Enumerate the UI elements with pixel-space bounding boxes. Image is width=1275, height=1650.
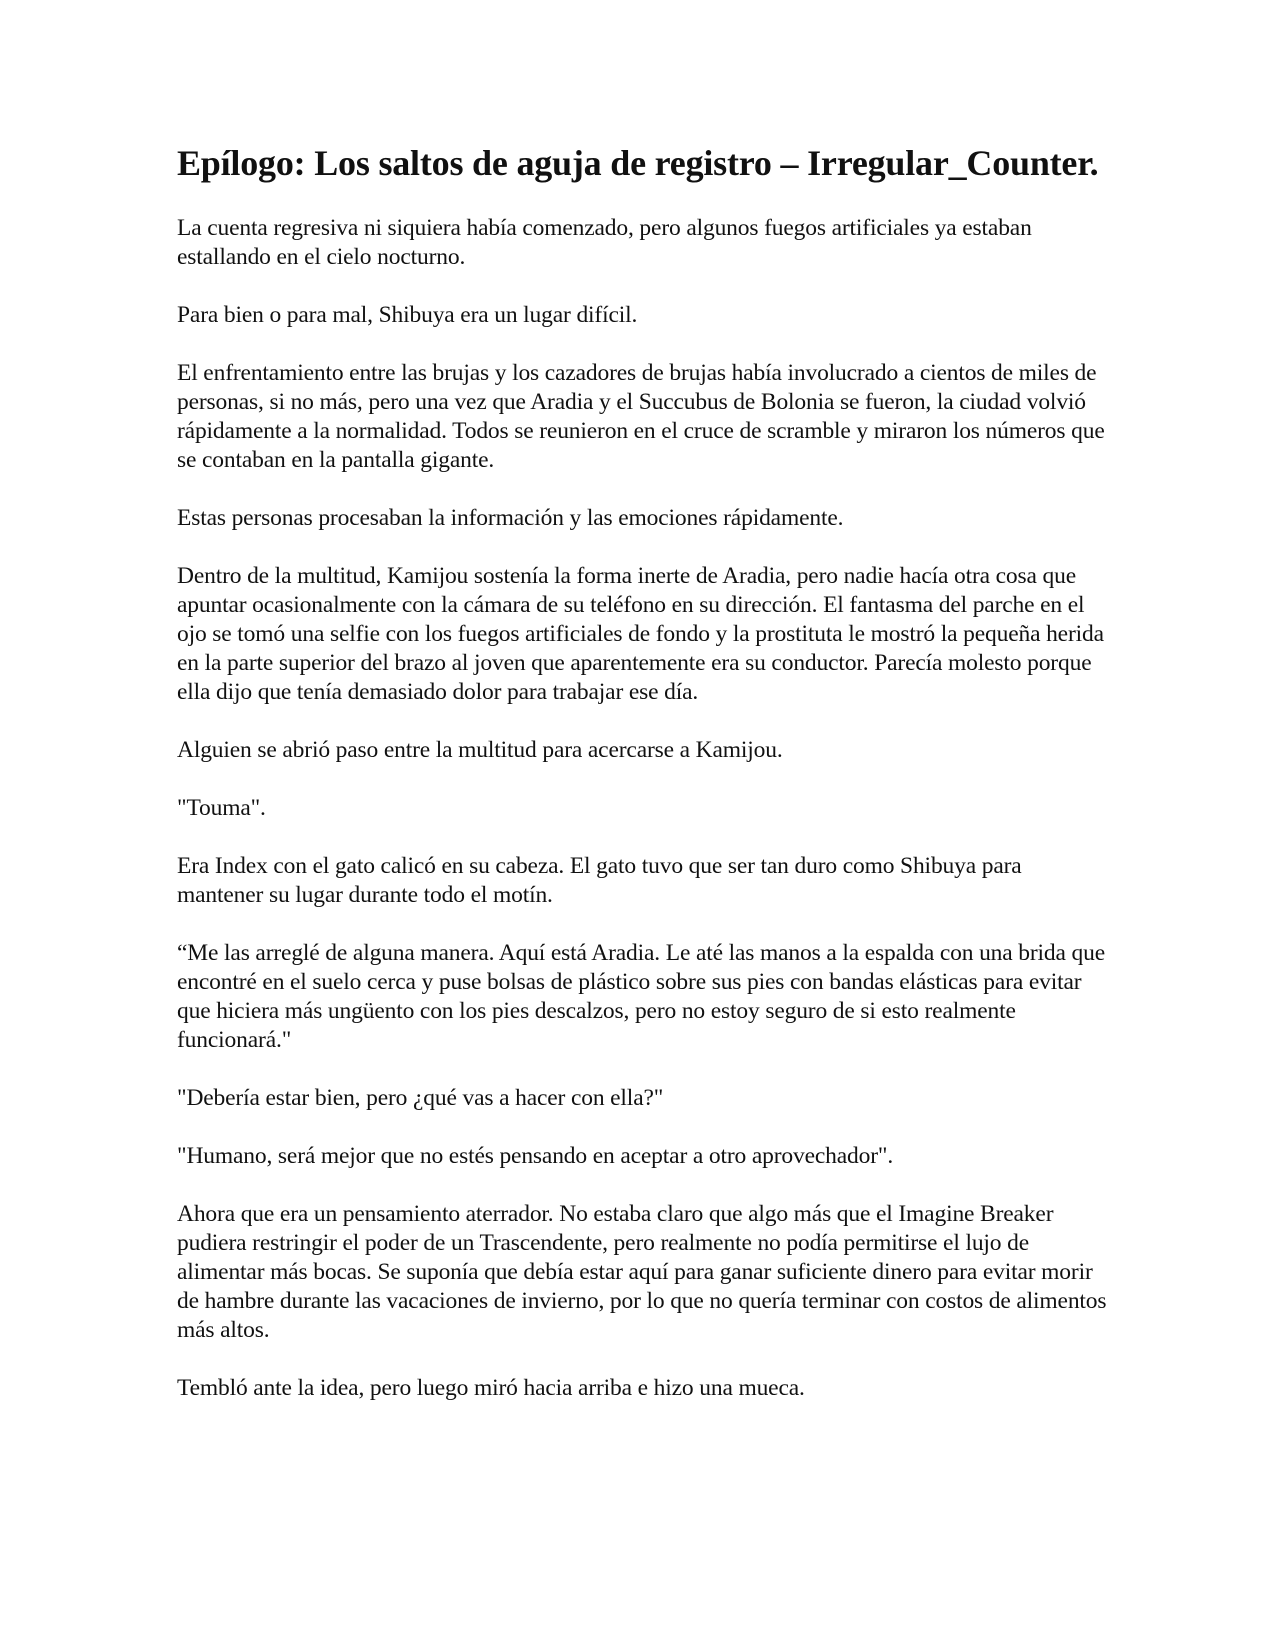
paragraph: Alguien se abrió paso entre la multitud para acercarse a Kamijou. bbox=[177, 737, 783, 763]
paragraph: Dentro de la multitud, Kamijou sostenía la forma inerte de Aradia, pero nadie hacía otra cosa que apuntar ocasionalmente con la cámara de su teléfono en su dirección. El fantasma del parche en el ojo se tomó una selfie con los fuegos artificiales de fondo y la prostituta le mostró la pequeña herida en la parte superior del brazo al joven que aparentemente era su conductor. Parecía molesto porque ella dijo que tenía demasiado dolor para trabajar ese día. bbox=[177, 563, 1104, 705]
paragraph: "Touma". bbox=[177, 795, 266, 821]
paragraph: La cuenta regresiva ni siquiera había comenzado, pero algunos fuegos artificiales ya estaban estallando en el cielo nocturno. bbox=[177, 215, 1032, 270]
paragraph: “Me las arreglé de alguna manera. Aquí está Aradia. Le até las manos a la espalda con una brida que encontré en el suelo cerca y puse bolsas de plástico sobre sus pies con bandas elásticas para evitar que hiciera más ungüento con los pies descalzos, pero no estoy seguro de si esto realmente funcionará." bbox=[177, 940, 1106, 1053]
paragraph: Tembló ante la idea, pero luego miró hacia arriba e hizo una mueca. bbox=[177, 1375, 805, 1401]
paragraph: "Debería estar bien, pero ¿qué vas a hacer con ella?" bbox=[177, 1085, 664, 1111]
paragraph: "Humano, será mejor que no estés pensando en aceptar a otro aprovechador". bbox=[177, 1143, 894, 1169]
document-page bbox=[177, 140, 1107, 1432]
paragraph: Ahora que era un pensamiento aterrador. No estaba claro que algo más que el Imagine Breaker pudiera restringir el poder de un Trascendente, pero realmente no podía permitirse el lujo de alimentar más bocas. Se suponía que debía estar aquí para ganar suficiente dinero para evitar morir de hambre durante las vacaciones de invierno, por lo que no quería terminar con costos de alimentos más altos. bbox=[177, 1201, 1107, 1343]
paragraph: Para bien o para mal, Shibuya era un lugar difícil. bbox=[177, 302, 638, 328]
paragraph: El enfrentamiento entre las brujas y los cazadores de brujas había involucrado a cientos de miles de personas, si no más, pero una vez que Aradia y el Succubus de Bolonia se fueron, la ciudad volvió rápidamente a la normalidad. Todos se reunieron en el cruce de scramble y miraron los números que se contaban en la pantalla gigante. bbox=[177, 360, 1105, 473]
paragraph: Era Index con el gato calicó en su cabeza. El gato tuvo que ser tan duro como Shibuya para mantener su lugar durante todo el motín. bbox=[177, 853, 1022, 908]
paragraph: Estas personas procesaban la información y las emociones rápidamente. bbox=[177, 505, 844, 531]
chapter-title: Epílogo: Los saltos de aguja de registro – Irregular_Counter. bbox=[177, 143, 1099, 183]
